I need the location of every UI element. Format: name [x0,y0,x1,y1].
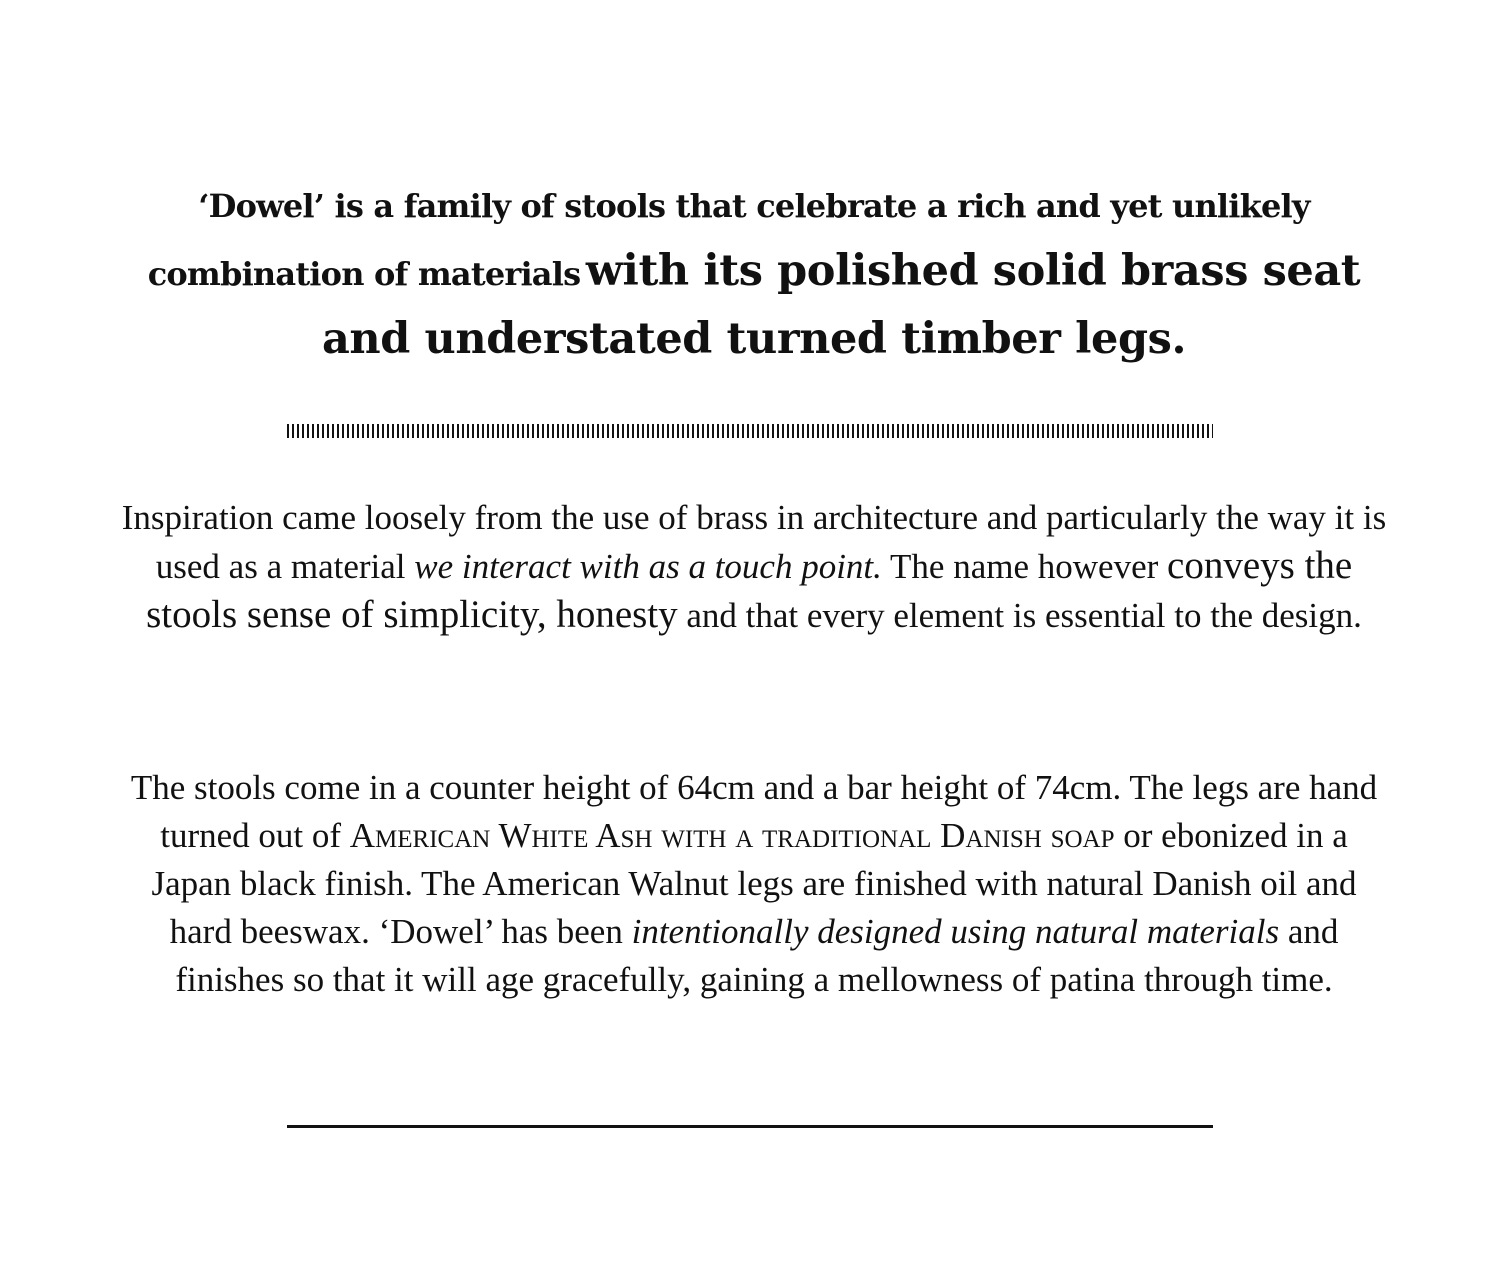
bottom-divider [287,1125,1213,1128]
inspiration-paragraph [120,494,1388,640]
intro-text-small: ‘Dowel’ is a family of stools that celebrate a rich and yet unlikely combination of materials [147,187,1310,293]
tick-divider [287,424,1213,438]
paragraph-2-text: The stools come in a counter height of 64cm and a bar height of 74cm. The legs are hand turned out of [130,768,1378,855]
paragraph-1-text: Inspiration came loosely from the use of brass in architecture and particularly the way it is used as a material [121,498,1387,586]
paragraph-1-italic-text: we interact with as a touch point. [414,547,882,586]
paragraph-2-smallcaps-text: American White Ash with a traditional Danish soap [349,816,1115,855]
paragraph-2-italic-text: intentionally designed using natural materials [631,912,1280,951]
paragraph-2-text: or ebonized in a Japan black finish. The American Walnut legs are finished with natural Danish oil and hard beeswax. ‘Dowel’ has been [151,816,1357,951]
intro-heading [130,174,1378,372]
paragraph-1-text: The name however [890,547,1159,586]
paragraph-1-emphasis-text: conveys the stools sense of simplicity, honesty [146,544,1353,636]
paragraph-2-text: and finishes so that it will age gracefully, gaining a mellowness of patina through time. [175,912,1339,999]
paragraph-1-text: and that every element is essential to the design. [686,596,1362,635]
specifications-paragraph [120,764,1388,1004]
intro-text-large: with its polished solid brass seat and understated turned timber legs. [321,246,1361,364]
